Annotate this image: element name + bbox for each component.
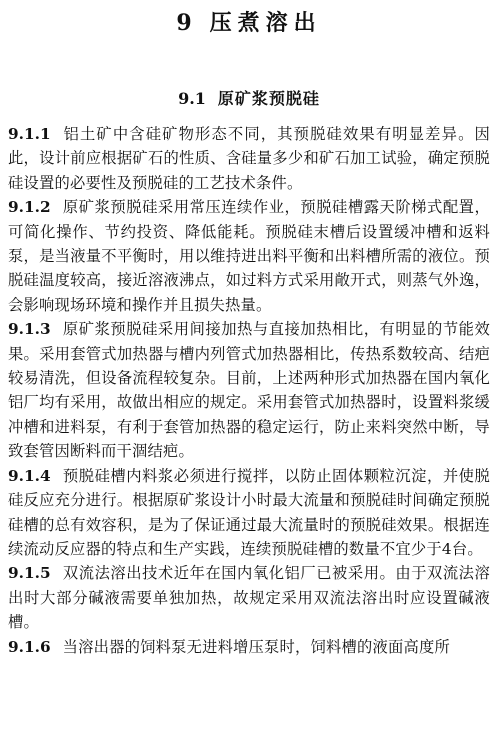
clause-9-1-1: [8, 122, 490, 195]
clause-number: 9.1.2: [8, 198, 51, 217]
clause-9-1-4: [8, 464, 490, 562]
clause-text: 原矿浆预脱硅采用间接加热与直接加热相比，有明显的节能效果。采用套管式加热器与槽内列管式加热器相比，传热系数较高、结疤较易清洗，但设备流程较复杂。目前，上述两种形式加热器在国内氧化铝厂均有采用，故做出相应的规定。采用套管式加热器时，设置料浆缓冲槽和进料泵，有利于套管加热器的稳定运行，防止来料突然中断，导致套管因断料而干涸结疤。: [8, 320, 490, 461]
clause-number: 9.1.5: [8, 564, 51, 583]
clause-text: 预脱硅槽内料浆必须进行搅拌，以防止固体颗粒沉淀，并使脱硅反应充分进行。根据原矿浆设计小时最大流量和预脱硅时间确定预脱硅槽的总有效容积，是为了保证通过最大流量时的预脱硅效果。根据连续流动反应器的特点和生产实践，连续预脱硅槽的数量不宜少于4台。: [8, 466, 490, 558]
clause-9-1-6: [8, 635, 490, 659]
clause-number: 9.1.6: [8, 637, 51, 656]
clause-9-1-2: [8, 195, 490, 317]
chapter-heading: [8, 0, 490, 37]
clause-text: 原矿浆预脱硅采用常压连续作业，预脱硅槽露天阶梯式配置，可简化操作、节约投资、降低能耗。预脱硅末槽后设置缓冲槽和返料泵，是当液量不平衡时，用以维持进出料平衡和出料槽所需的液位。预脱硅温度较高，接近溶液沸点，如过料方式采用敞开式，则蒸气外逸，会影响现场环境和操作并且损失热量。: [8, 198, 490, 314]
clause-text: 铝土矿中含硅矿物形态不同，其预脱硅效果有明显差异。因此，设计前应根据矿石的性质、含硅量多少和矿石加工试验，确定预脱硅设置的必要性及预脱硅的工艺技术条件。: [8, 125, 490, 192]
chapter-number: 9: [176, 10, 192, 36]
chapter-title: 压煮溶出: [209, 10, 322, 36]
clause-text: 当溶出器的饲料泵无进料增压泵时，饲料槽的液面高度所: [62, 637, 451, 656]
clause-9-1-3: [8, 317, 490, 463]
clause-text: 双流法溶出技术近年在国内氧化铝厂已被采用。由于双流法溶出时大部分碱液需要单独加热，故规定采用双流法溶出时应设置碱液槽。: [8, 564, 490, 632]
clause-number: 9.1.4: [8, 466, 51, 485]
clause-9-1-5: [8, 561, 490, 634]
section-heading: [8, 89, 490, 109]
clause-list: [8, 122, 490, 659]
section-number: 9.1: [178, 89, 206, 108]
clause-number: 9.1.1: [8, 125, 51, 143]
clause-number: 9.1.3: [8, 320, 51, 339]
section-title: 原矿浆预脱硅: [217, 89, 320, 108]
